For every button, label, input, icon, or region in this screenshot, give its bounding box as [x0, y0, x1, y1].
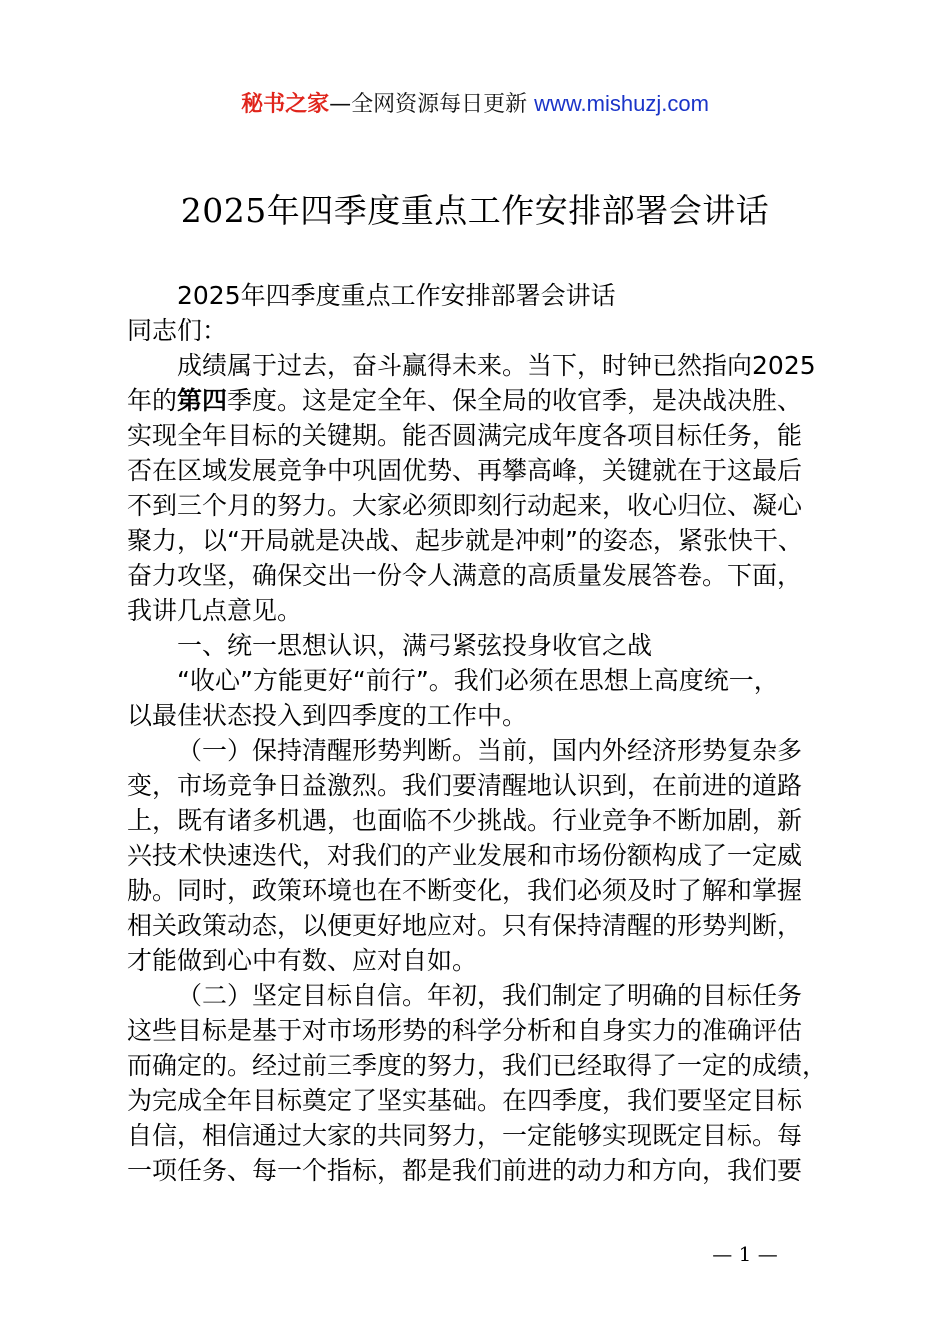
paragraph-line: （一）保持清醒形势判断。当前，国内外经济形势复杂多	[177, 736, 803, 765]
bold-text-segment: 第四	[177, 386, 228, 415]
paragraph-line: 不到三个月的努力。大家必须即刻行动起来，收心归位、凝心	[127, 491, 803, 520]
salutation-line: 同志们：	[127, 316, 228, 345]
site-header	[0, 88, 950, 121]
site-url-link[interactable]: www.mishuzj.com	[534, 91, 709, 116]
paragraph-line: “收心”方能更好“前行”。我们必须在思想上高度统一，	[177, 666, 779, 695]
paragraph-line: 而确定的。经过前三季度的努力，我们已经取得了一定的成绩，	[127, 1051, 828, 1080]
page-number: — 1 —	[712, 1242, 778, 1266]
document-title: 2025年四季度重点工作安排部署会讲话	[180, 191, 770, 230]
paragraph-line: 我讲几点意见。	[127, 596, 303, 625]
paragraph-line: 兴技术快速迭代，对我们的产业发展和市场份额构成了一定威	[127, 841, 803, 870]
paragraph-line: 奋力攻坚，确保交出一份令人满意的高质量发展答卷。下面，	[127, 561, 803, 590]
paragraph-line: 以最佳状态投入到四季度的工作中。	[127, 701, 528, 730]
paragraph-line: 自信，相信通过大家的共同努力，一定能够实现既定目标。每	[127, 1121, 803, 1150]
text-segment: 年的	[127, 386, 178, 415]
site-name: 秘书之家	[241, 92, 330, 117]
paragraph-line: 才能做到心中有数、应对自如。	[127, 946, 478, 975]
document-body	[127, 278, 833, 1188]
section-heading: 一、统一思想认识，满弓紧弦投身收官之战	[177, 631, 653, 660]
paragraph-line: 变，市场竞争日益激烈。我们要清醒地认识到，在前进的道路	[127, 771, 803, 800]
site-slogan: —全网资源每日更新	[329, 92, 535, 117]
paragraph-line: （二）坚定目标自信。年初，我们制定了明确的目标任务	[177, 981, 803, 1010]
paragraph-line: 为完成全年目标奠定了坚实基础。在四季度，我们要坚定目标	[127, 1086, 803, 1115]
paragraph-line: 实现全年目标的关键期。能否圆满完成年度各项目标任务，能	[127, 421, 803, 450]
body-subtitle-line: 2025年四季度重点工作安排部署会讲话	[177, 281, 616, 310]
text-segment: 季度。这是定全年、保全局的收官季，是决战决胜、	[227, 386, 803, 415]
paragraph-line: 聚力，以“开局就是决战、起步就是冲刺”的姿态，紧张快干、	[127, 526, 803, 555]
paragraph-line: 上，既有诸多机遇，也面临不少挑战。行业竞争不断加剧，新	[127, 806, 803, 835]
paragraph-line: 相关政策动态，以便更好地应对。只有保持清醒的形势判断，	[127, 911, 803, 940]
paragraph-line: 这些目标是基于对市场形势的科学分析和自身实力的准确评估	[127, 1016, 803, 1045]
paragraph-line: 一项任务、每一个指标，都是我们前进的动力和方向，我们要	[127, 1156, 803, 1185]
paragraph-line: 成绩属于过去，奋斗赢得未来。当下，时钟已然指向2025	[177, 351, 816, 380]
paragraph-line: 胁。同时，政策环境也在不断变化，我们必须及时了解和掌握	[127, 876, 803, 905]
paragraph-line: 否在区域发展竞争中巩固优势、再攀高峰，关键就在于这最后	[127, 456, 803, 485]
paragraph-line-mixed	[127, 383, 833, 418]
